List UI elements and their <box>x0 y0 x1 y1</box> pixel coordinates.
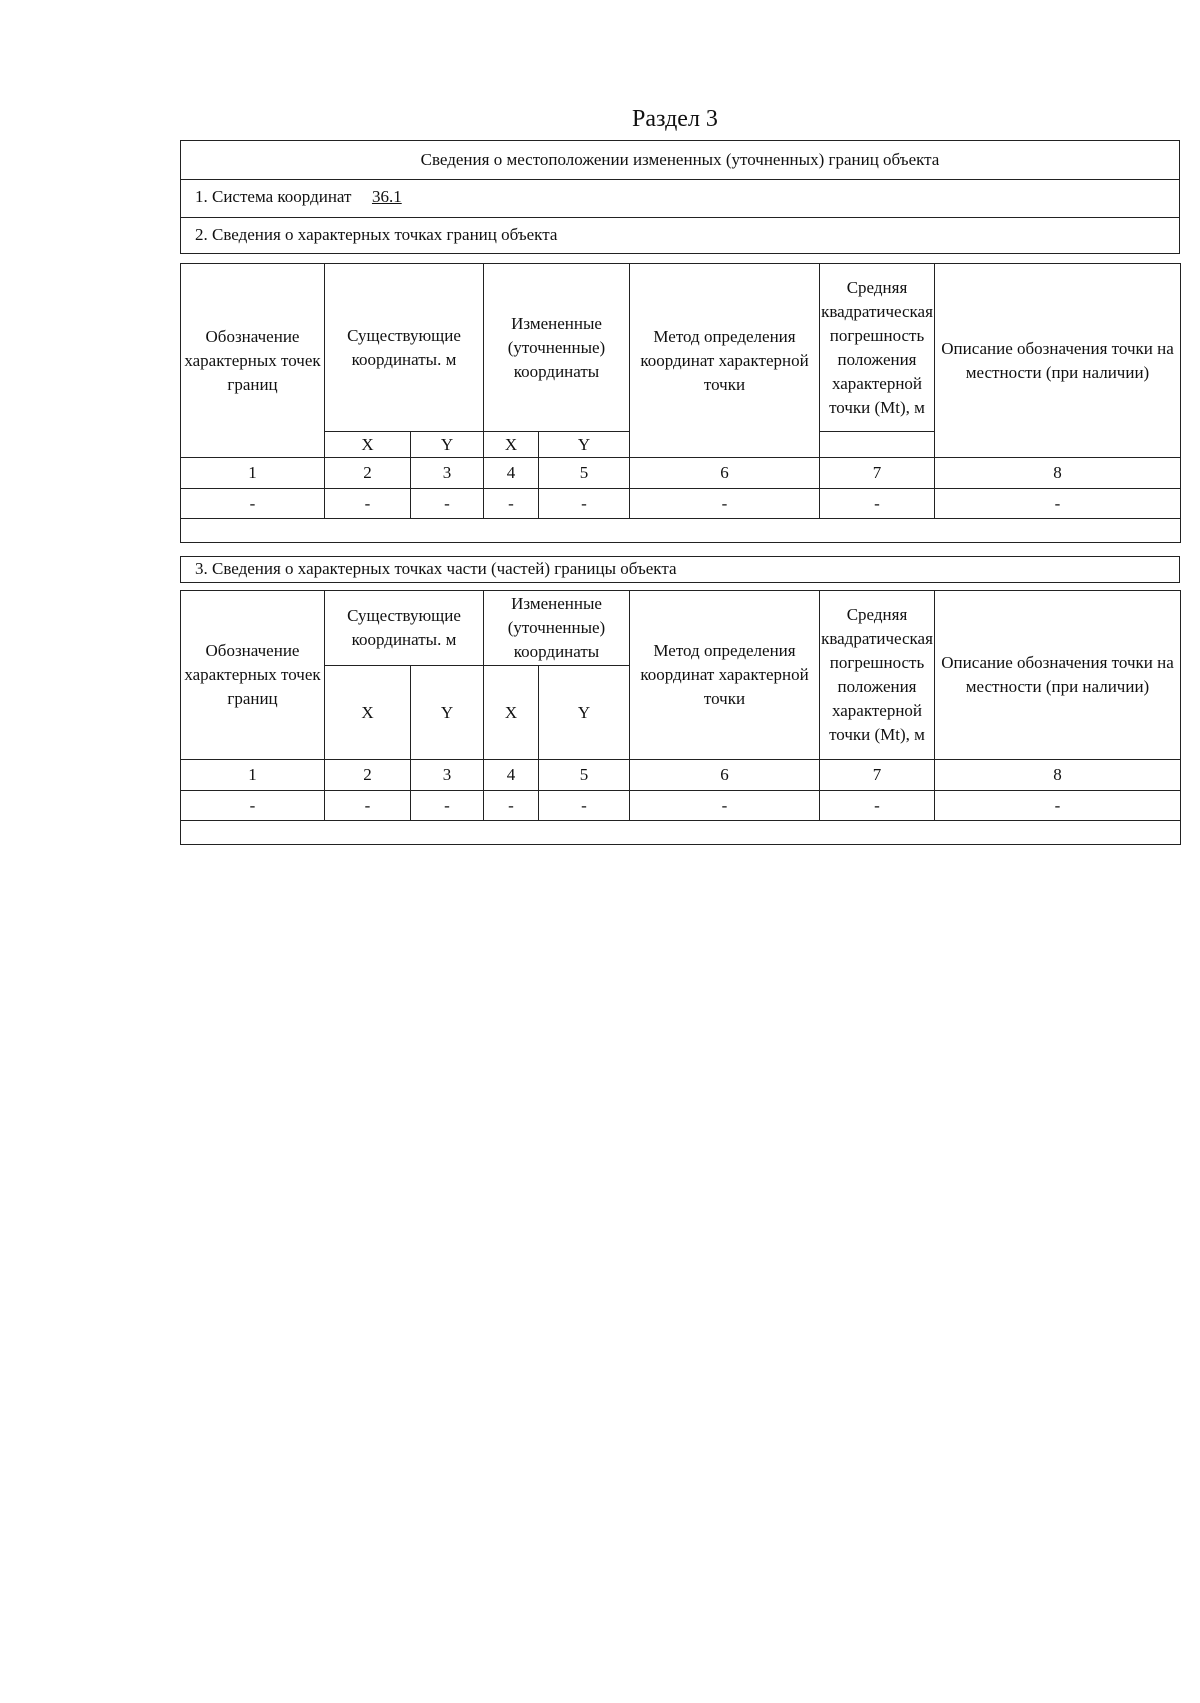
col-description-header: Описание обозначения точки на местности (при наличии) <box>935 591 1181 760</box>
col-description-header: Описание обозначения точки на местности (при наличии) <box>935 264 1181 458</box>
table-cell: - <box>820 489 935 519</box>
col-existing-header: Существующие координаты. м <box>325 264 484 432</box>
table-cell: - <box>484 489 539 519</box>
coord-system-label: 1. Система координат <box>195 187 352 206</box>
table-cell: - <box>539 791 630 821</box>
column-number: 1 <box>181 458 325 489</box>
sub-header-x: X <box>325 432 411 458</box>
col-method-header: Метод определения координат характерной точки <box>630 264 820 458</box>
column-number: 2 <box>325 760 411 791</box>
table-cell: - <box>630 791 820 821</box>
table-cell: - <box>411 489 484 519</box>
column-number: 5 <box>539 458 630 489</box>
table-cell: - <box>935 791 1181 821</box>
col-error-header: Средняя квадратическая погрешность положения характерной точки (Mt), м <box>820 591 935 760</box>
column-number: 6 <box>630 458 820 489</box>
col-existing-header: Существующие координаты. м <box>325 591 484 666</box>
sub-header-x: X <box>484 432 539 458</box>
sub-header-x: X <box>484 666 539 760</box>
sub-header-y: Y <box>411 432 484 458</box>
header-caption: Сведения о местоположении измененных (уточненных) границ объекта <box>181 141 1179 180</box>
column-number: 6 <box>630 760 820 791</box>
column-number: 8 <box>935 760 1181 791</box>
col-designation-header: Обозначение характерных точек границ <box>181 591 325 760</box>
col-changed-header: Измененные (уточненные) координаты <box>484 264 630 432</box>
column-number: 2 <box>325 458 411 489</box>
table-cell: - <box>484 791 539 821</box>
table-cell: - <box>411 791 484 821</box>
part-boundary-points-table <box>180 590 1181 845</box>
points-caption: 2. Сведения о характерных точках границ объекта <box>195 225 558 244</box>
col-method-header: Метод определения координат характерной точки <box>630 591 820 760</box>
column-number: 8 <box>935 458 1181 489</box>
table-cell: - <box>325 791 411 821</box>
table-cell: - <box>935 489 1181 519</box>
table-cell: - <box>539 489 630 519</box>
header-box <box>180 140 1180 254</box>
boundary-points-table <box>180 263 1181 543</box>
empty-row <box>181 821 1181 845</box>
col-error-header: Средняя квадратическая погрешность положения характерной точки (Mt), м <box>820 264 935 432</box>
column-number: 1 <box>181 760 325 791</box>
table-cell: - <box>181 791 325 821</box>
column-number: 3 <box>411 760 484 791</box>
column-number: 7 <box>820 760 935 791</box>
column-number: 3 <box>411 458 484 489</box>
empty-cell <box>820 432 935 458</box>
table-cell: - <box>630 489 820 519</box>
sub-header-y: Y <box>411 666 484 760</box>
empty-row <box>181 519 1181 543</box>
column-number: 4 <box>484 760 539 791</box>
col-changed-header: Измененные (уточненные) координаты <box>484 591 630 666</box>
section-title: Раздел 3 <box>632 106 718 132</box>
sub-header-x: X <box>325 666 411 760</box>
sub-header-y: Y <box>539 432 630 458</box>
table-cell: - <box>325 489 411 519</box>
table-cell: - <box>820 791 935 821</box>
column-number: 5 <box>539 760 630 791</box>
coord-system-value: 36.1 <box>371 187 402 206</box>
part-caption: 3. Сведения о характерных точках части (частей) границы объекта <box>180 556 1180 583</box>
table-cell: - <box>181 489 325 519</box>
sub-header-y: Y <box>539 666 630 760</box>
column-number: 4 <box>484 458 539 489</box>
col-designation-header: Обозначение характерных точек границ <box>181 264 325 458</box>
column-number: 7 <box>820 458 935 489</box>
coord-system-row <box>181 180 1179 218</box>
